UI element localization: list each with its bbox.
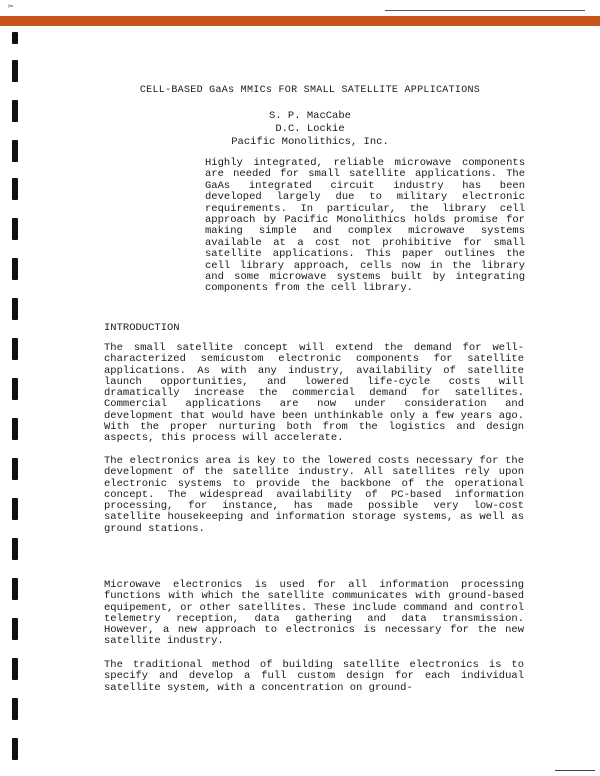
scissors-icon: ✂ [8,2,14,12]
binder-hole [12,140,18,162]
author-name: S. P. MacCabe [269,110,351,122]
binder-hole [12,32,18,44]
body-paragraph: The traditional method of building satellite electronics is to specify and develop a full custom design for each individual satellite system, with a concentration on ground- [104,659,524,694]
binder-hole [12,538,18,560]
binder-hole [12,178,18,200]
body-paragraph: Microwave electronics is used for all information processing functions with which the satellite communicates with ground-based equipement, or other satellites. These include command and control telemetry reception, data gathering and data transmission. However, a new approach to electronics is necessary for the new satellite industry. [104,579,524,648]
binder-hole [12,100,18,122]
binder-hole [12,658,18,680]
section-heading: INTRODUCTION [104,322,180,334]
paper-title: CELL-BASED GaAs MMICs FOR SMALL SATELLITE APPLICATIONS [139,85,481,96]
body-paragraph: The small satellite concept will extend the demand for well-characterized semicustom electronic components for satellite applications. As with any industry, availability of satellite launch opportunities, and lowered life-cycle costs will dramatically increase the commercial demand for satellites. Commercial applications are now under consideration and development that would have been unthinkable only a few years ago. With the proper nurturing both from the logistics and design aspects, this process will accelerate. [104,342,524,445]
binder-hole [12,258,18,280]
binder-hole [12,418,18,440]
header-rule [385,10,585,11]
body-paragraph: The electronics area is key to the lowered costs necessary for the development of the satellite industry. All satellites rely upon electronic systems to provide the backbone of the operational concept. The widespread availability of PC-based information processing, for instance, has made possible very low-cost satellite housekeeping and information storage systems, as well as ground stations. [104,455,524,535]
binder-hole [12,458,18,480]
binder-hole [12,618,18,640]
affiliation: Pacific Monolithics, Inc. [231,136,389,148]
binder-hole [12,218,18,240]
footer-rule [555,770,595,771]
binder-hole [12,498,18,520]
author-block [60,110,560,149]
binder-hole [12,338,18,360]
binder-hole [12,378,18,400]
binder-hole [12,738,18,760]
header-band [0,16,600,26]
binder-hole [12,578,18,600]
author-name: D.C. Lockie [275,123,345,135]
abstract: Highly integrated, reliable microwave components are needed for small satellite applications. The GaAs integrated circuit industry has been developed largely due to military electronic requirements. In particular, the library cell approach by Pacific Monolithics holds promise for making simple and complex microwave systems available at a cost not prohibitive for small satellite applications. This paper outlines the cell library approach, cells now in the library and some microwave systems built by integrating components from the cell library. [205,157,525,295]
binder-hole [12,698,18,720]
binder-hole [12,298,18,320]
binder-hole [12,60,18,82]
